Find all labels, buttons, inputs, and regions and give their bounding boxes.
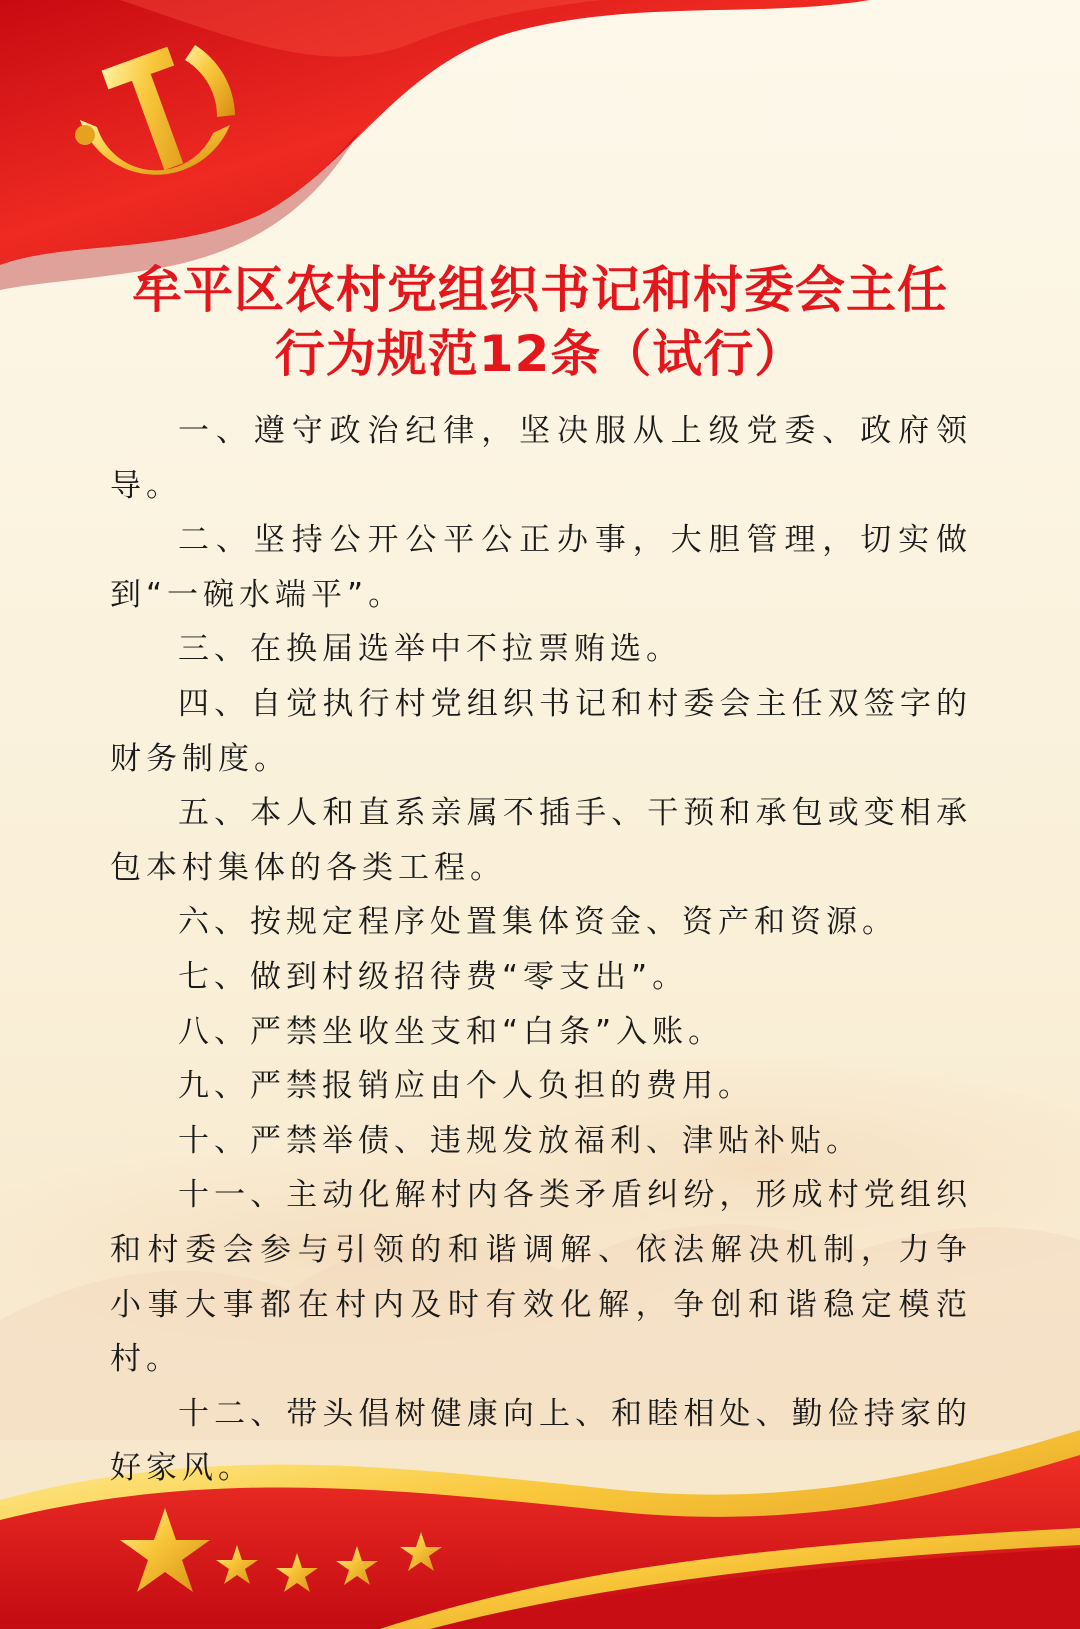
article-item: 六、按规定程序处置集体资金、资产和资源。 bbox=[178, 904, 898, 941]
article-item: 十、严禁举债、违规发放福利、津贴补贴。 bbox=[178, 1122, 862, 1159]
article-item: 三、在换届选举中不拉票贿选。 bbox=[178, 631, 682, 668]
article-item: 五、本人和直系亲属不插手、干预和承包或变相承包本村集体的各类工程。 bbox=[110, 795, 972, 886]
article-item: 二、坚持公开公平公正办事，大胆管理，切实做到“一碗水端平”。 bbox=[110, 522, 972, 613]
article-list bbox=[110, 404, 972, 1496]
article-item: 九、严禁报销应由个人负担的费用。 bbox=[178, 1068, 754, 1105]
article-item: 七、做到村级招待费“零支出”。 bbox=[178, 958, 689, 995]
article-item: 十一、主动化解村内各类矛盾纠纷，形成村党组织和村委会参与引领的和谐调解、依法解决机制，力争小事大事都在村内及时有效化解，争创和谐稳定模范村。 bbox=[110, 1177, 972, 1378]
article-item: 四、自觉执行村党组织书记和村委会主任双签字的财务制度。 bbox=[110, 685, 972, 777]
title-line-2: 行为规范12条（试行） bbox=[274, 325, 806, 383]
page-title bbox=[60, 258, 1020, 386]
title-line-1: 牟平区农村党组织书记和村委会主任 bbox=[132, 261, 948, 319]
article-item: 八、严禁坐收坐支和“白条”入账。 bbox=[178, 1013, 725, 1050]
article-item: 十二、带头倡树健康向上、和睦相处、勤俭持家的好家风。 bbox=[110, 1395, 972, 1487]
article-item: 一、遵守政治纪律，坚决服从上级党委、政府领导。 bbox=[110, 413, 972, 504]
red-flag bbox=[0, 0, 870, 265]
